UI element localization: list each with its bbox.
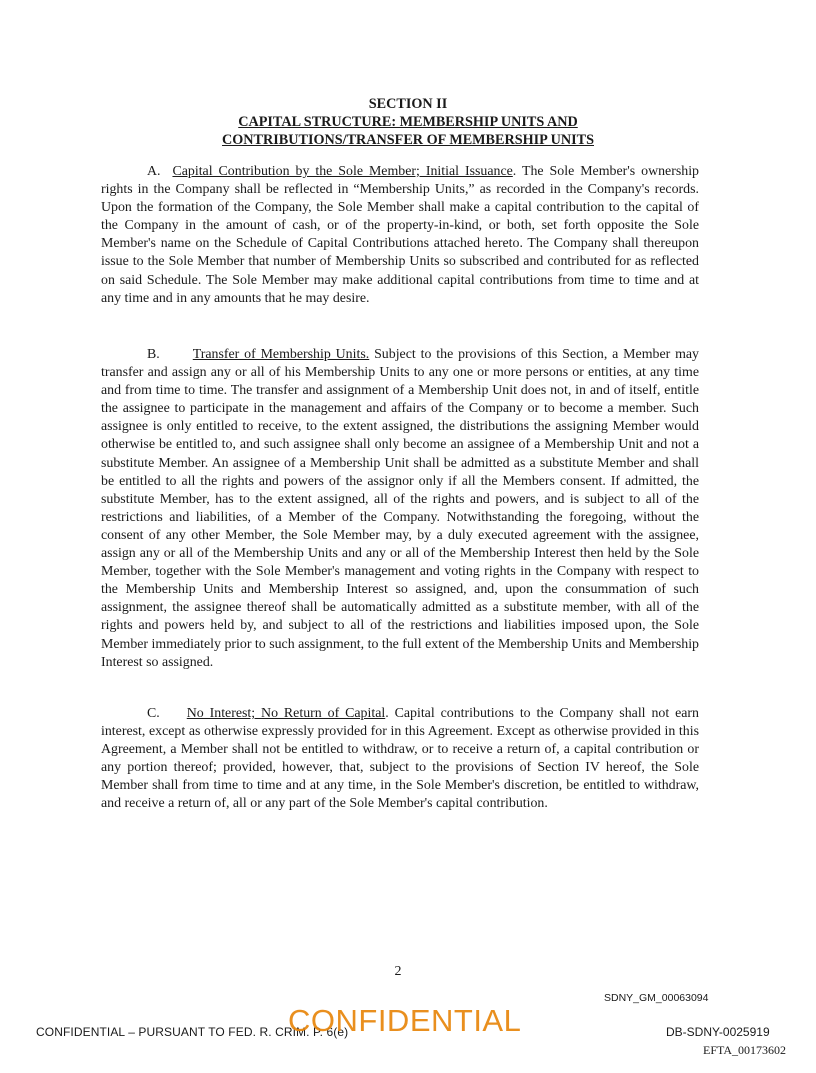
paragraph-c-heading: No Interest; No Return of Capital — [186, 706, 386, 721]
paragraph-c-label: C. — [147, 706, 160, 721]
paragraph-a-label: A. — [147, 164, 161, 179]
section-title-line-2: CONTRIBUTIONS/TRANSFER OF MEMBERSHIP UNITS — [222, 132, 594, 148]
paragraph-a-heading: Capital Contribution by the Sole Member; Initial Issuance — [172, 164, 513, 179]
paragraph-b-heading: Transfer of Membership Units. — [192, 347, 370, 362]
section-number: SECTION II — [368, 96, 448, 112]
page-number: 2 — [394, 964, 402, 979]
paragraph-a — [101, 163, 699, 308]
bates-number-top: SDNY_GM_00063094 — [604, 992, 709, 1004]
confidential-notice: CONFIDENTIAL – PURSUANT TO FED. R. CRIM. P. 6(e) — [36, 1025, 349, 1039]
paragraph-a-body: . The Sole Member's ownership rights in the Company shall be reflected in “Membership Units,” as recorded in the Company's records. Upon the formation of the Company, the Sole Member shall make a capital contribution to the capital of the Company in the amount of cash, or of the property-in-kind, or both, set forth opposite the Sole Member's name on the Schedule of Capital Contributions attached hereto. The Company shall thereupon issue to the Sole Member that number of Membership Units so subscribed and contributed for as reflected on said Schedule. The Sole Member may make additional capital contributions from time to time and at any time and in any amounts that he may desire. — [101, 164, 699, 306]
efta-number: EFTA_00173602 — [703, 1043, 787, 1057]
paragraph-b-body: Subject to the provisions of this Section, a Member may transfer and assign any or all of his Membership Units to any one or more persons or entities, at any time and from time to time. The transfer and assignment of a Membership Unit does not, in and of itself, entitle the assignee to participate in the management and affairs of the Company or to become a member. Such assignee is only entitled to receive, to the extent assigned, the distributions the assigning Member would otherwise be entitled to, and such assignee shall only become an assignee of a Membership Unit and not a substitute Member. An assignee of a Membership Unit shall be admitted as a substitute Member and shall be entitled to all the rights and powers of the assignor only if all the Members consent. If admitted, the substitute Member, has to the extent assigned, all of the rights and powers, and is subject to all of the restrictions and liabilities, of a Member of the Company. Notwithstanding the foregoing, without the consent of any other Member, the Sole Member may, by a duly executed agreement with the assignee, assign any or all of the Membership Units and any or all of the Membership Interest then held by the Sole Member, together with the Sole Member's management and voting rights in the Company with respect to the Membership Units and Membership Interest so assigned, and, upon the consummation of such assignment, the assignee thereof shall be automatically admitted as a substitute member, with all of the rights and powers held by, and subject to all of the restrictions and liabilities imposed upon, the Sole Member immediately prior to such assignment, to the full extent of the Membership Units and Membership Interest so assigned. — [101, 347, 699, 670]
paragraph-b-label: B. — [147, 347, 160, 362]
paragraph-c — [101, 705, 699, 814]
confidential-stamp: CONFIDENTIAL — [288, 1003, 522, 1038]
section-title-line-1: CAPITAL STRUCTURE: MEMBERSHIP UNITS AND — [238, 114, 578, 130]
paragraph-c-body: . Capital contributions to the Company shall not earn interest, except as otherwise expressly provided for in this Agreement. Except as otherwise provided in this Agreement, a Member shall not be entitled to withdraw, or to receive a return of, a capital contribution or any portion thereof; provided, however, that, subject to the provisions of Section IV hereof, the Sole Member shall from time to time and at any time, in the Sole Member's discretion, be entitled to withdraw, and receive a return of, all or any part of the Sole Member's capital contribution. — [101, 706, 699, 812]
paragraph-b — [101, 346, 699, 672]
bates-number-right: DB-SDNY-0025919 — [666, 1025, 770, 1039]
